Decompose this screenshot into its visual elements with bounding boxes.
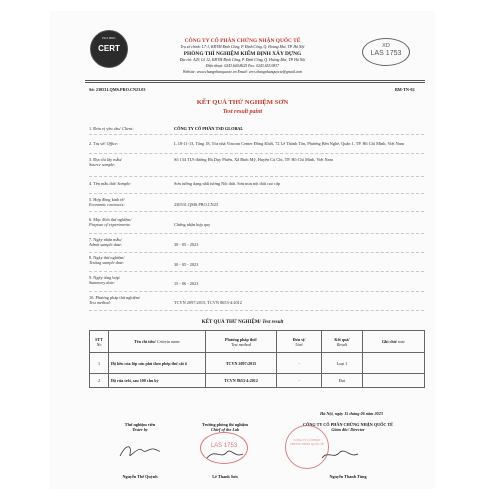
field-separator xyxy=(89,252,424,253)
signature-role: CÔNG TY CỔ PHẦN CHỨNG NHẬN QUỐC TẾ xyxy=(303,422,393,427)
results-heading: KẾT QUẢ THỬ NGHIỆM/ Test result xyxy=(201,320,284,325)
field-label: 9. Ngày tổng hợp/ Summary date: xyxy=(89,275,121,285)
lab-stamp-text: LAS 1753 xyxy=(210,443,238,449)
cell-method: TCVN 2097:2015 xyxy=(206,353,277,374)
cell-criteria: Độ bền của lớp sơn phủ theo phép thử cắt ô xyxy=(109,353,206,374)
cell-unit: - xyxy=(277,374,322,388)
signer-name-director: Nguyễn Thanh Tùng xyxy=(329,474,367,479)
table-header-row xyxy=(90,331,425,353)
field-separator xyxy=(89,176,424,177)
issue-date: Hà Nội, ngày 15 tháng 06 năm 2023 xyxy=(320,411,383,416)
testing-date-value: 30 - 05 - 2023 xyxy=(174,262,199,267)
sample-value: Sơn tường dạng nhũ tương Nội thất. Sơn min nội thất cao cấp xyxy=(174,181,280,186)
cell-note xyxy=(363,353,425,374)
signature-role: Thử nghiệm viên xyxy=(124,422,156,427)
contract-value: 230531.QMS.PRO.CN23 xyxy=(174,202,219,207)
doc-title: KẾT QUẢ THỬ NGHIỆM SƠN xyxy=(196,99,289,106)
table-row xyxy=(90,353,425,374)
cert-logo-center: CERT xyxy=(98,44,120,53)
col-header: STT No xyxy=(90,331,109,353)
cell-result: Loại 1 xyxy=(322,353,363,374)
field-label: 8. Ngày thử nghiệm/ Testing sample date: xyxy=(89,255,125,265)
signature-block-tester xyxy=(95,422,185,432)
signature-scribble-tester xyxy=(118,440,162,462)
results-table xyxy=(89,330,425,388)
method-value: TCVN 2097:2015, TCVN 8653-4:2012 xyxy=(174,300,242,305)
signature-role-en: Tester by xyxy=(132,427,148,432)
header-rule-1 xyxy=(85,80,425,81)
cell-no: 1 xyxy=(90,353,109,374)
field-label: 10. Phương pháp thử nghiệm/ Test method: xyxy=(89,295,141,305)
field-label: 3. Địa chỉ lấy mẫu/ Source sample: xyxy=(89,157,122,167)
doc-subtitle: Test result paint xyxy=(222,109,263,115)
cert-logo xyxy=(90,30,128,68)
doc-number: Số: 230531.QMS.PRO.CN23.03 xyxy=(89,87,146,92)
cell-criteria: Độ rửa trôi, sau 100 chu kỳ xyxy=(109,374,206,388)
col-header: Tên chỉ tiêu/ Criteria name xyxy=(109,331,206,353)
summary-date-value: 15 - 06 - 2023 xyxy=(174,281,199,286)
col-header: Đơn vị/ Unit xyxy=(277,331,322,353)
purpose-value: Chứng nhận hợp quy xyxy=(174,222,211,227)
company-stamp-text: CÔNG TY CỔ PHẦN CHỨNG NHẬN QUỐC TẾ xyxy=(290,438,324,446)
signer-name-tester: Nguyễn Thế Quỳnh xyxy=(122,474,158,479)
office-value: L.18-11-13, Tầng 18, Tòa nhà Vincom Center Đồng Khởi, 72 Lê Thánh Tôn, Phường Bến Nghé, Quận 1, TP. Hồ Chí Minh, Việt Nam xyxy=(174,141,405,146)
lab-stamp xyxy=(200,432,248,464)
source-value: Số 134 TL9 đường Hà Duy Phiên, Xã Bình Mỹ, Huyện Củ Chi, TP. Hồ Chí Minh, Việt Nam xyxy=(174,157,333,162)
cell-note xyxy=(363,374,425,388)
field-separator xyxy=(89,153,424,154)
las-logo-top: XD xyxy=(382,43,390,49)
client-value: CÔNG TY CỔ PHẦN TSD GLOBAL xyxy=(174,126,244,131)
col-header: Phương pháp thử/ Test method xyxy=(206,331,277,353)
cell-result: Đạt xyxy=(322,374,363,388)
las-logo-bottom: LAS 1753 xyxy=(370,50,402,57)
field-separator xyxy=(89,211,424,212)
form-code: BM-TN-02 xyxy=(395,87,415,92)
field-separator xyxy=(89,310,424,311)
field-label: 4. Tên mẫu thử/ Sample: xyxy=(89,181,132,186)
admit-date-value: 30 - 05 - 2023 xyxy=(174,242,199,247)
lab-phone: Điện thoại: 0243.640.8625 Fax: 0243.653.0837 xyxy=(206,64,279,68)
cell-unit: - xyxy=(277,353,322,374)
table-row xyxy=(90,374,425,388)
company-stamp xyxy=(285,425,329,469)
field-separator xyxy=(89,271,424,272)
signature-role: Trưởng phòng thí nghiệm xyxy=(201,422,249,427)
cert-logo-ring-text: ISO 9001 xyxy=(102,36,116,40)
signature-role-en: Giám đốc/ Director xyxy=(331,427,365,432)
field-label: 2. Trụ sở/ Office: xyxy=(89,141,119,146)
col-header: Kết quả/ Result xyxy=(322,331,363,353)
field-label: 7. Ngày nhận mẫu/ Admit sample date: xyxy=(89,237,123,247)
field-label: 1. Đơn vị yêu cầu/ Client: xyxy=(89,126,134,131)
cell-method: TCVN 8653-4:2012 xyxy=(206,374,277,388)
field-separator xyxy=(89,193,424,194)
field-separator xyxy=(89,134,424,135)
field-separator xyxy=(89,291,424,292)
field-label: 5. Hợp đồng kinh tế/ Economic contracts: xyxy=(89,197,125,207)
company-name: CÔNG TY CỔ PHẦN CHỨNG NHẬN QUỐC TẾ xyxy=(184,38,301,44)
field-label: 6. Mục đích thử nghiệm/ Purpose of experiments: xyxy=(89,217,132,227)
lab-address: Địa chỉ: A29, Lô 12, KĐTM Định Công, P. Định Công, Q. Hoàng Mai, TP. Hà Nội xyxy=(179,58,306,62)
signer-name-chief: Lê Thanh Sơn xyxy=(212,474,238,479)
lab-name: PHÒNG THÍ NGHIỆM KIỂM ĐỊNH XÂY DỰNG xyxy=(183,51,302,57)
cell-no: 2 xyxy=(90,374,109,388)
header-rule-2 xyxy=(85,82,425,83)
signature-block-chief xyxy=(180,422,270,432)
lab-website: Website: www.chungnhanquocte.vn Email: cert.chungnhanquocte@gmail.com xyxy=(182,70,303,74)
company-address: Trụ sở chính: L7-1, KĐTM Định Công, P. Định Công, Q. Hoàng Mai, TP. Hà Nội xyxy=(180,45,305,49)
field-separator xyxy=(89,233,424,234)
signature-role-en: Chief of the Lab xyxy=(210,427,240,432)
col-header: Ghi chú/ note xyxy=(363,331,425,353)
